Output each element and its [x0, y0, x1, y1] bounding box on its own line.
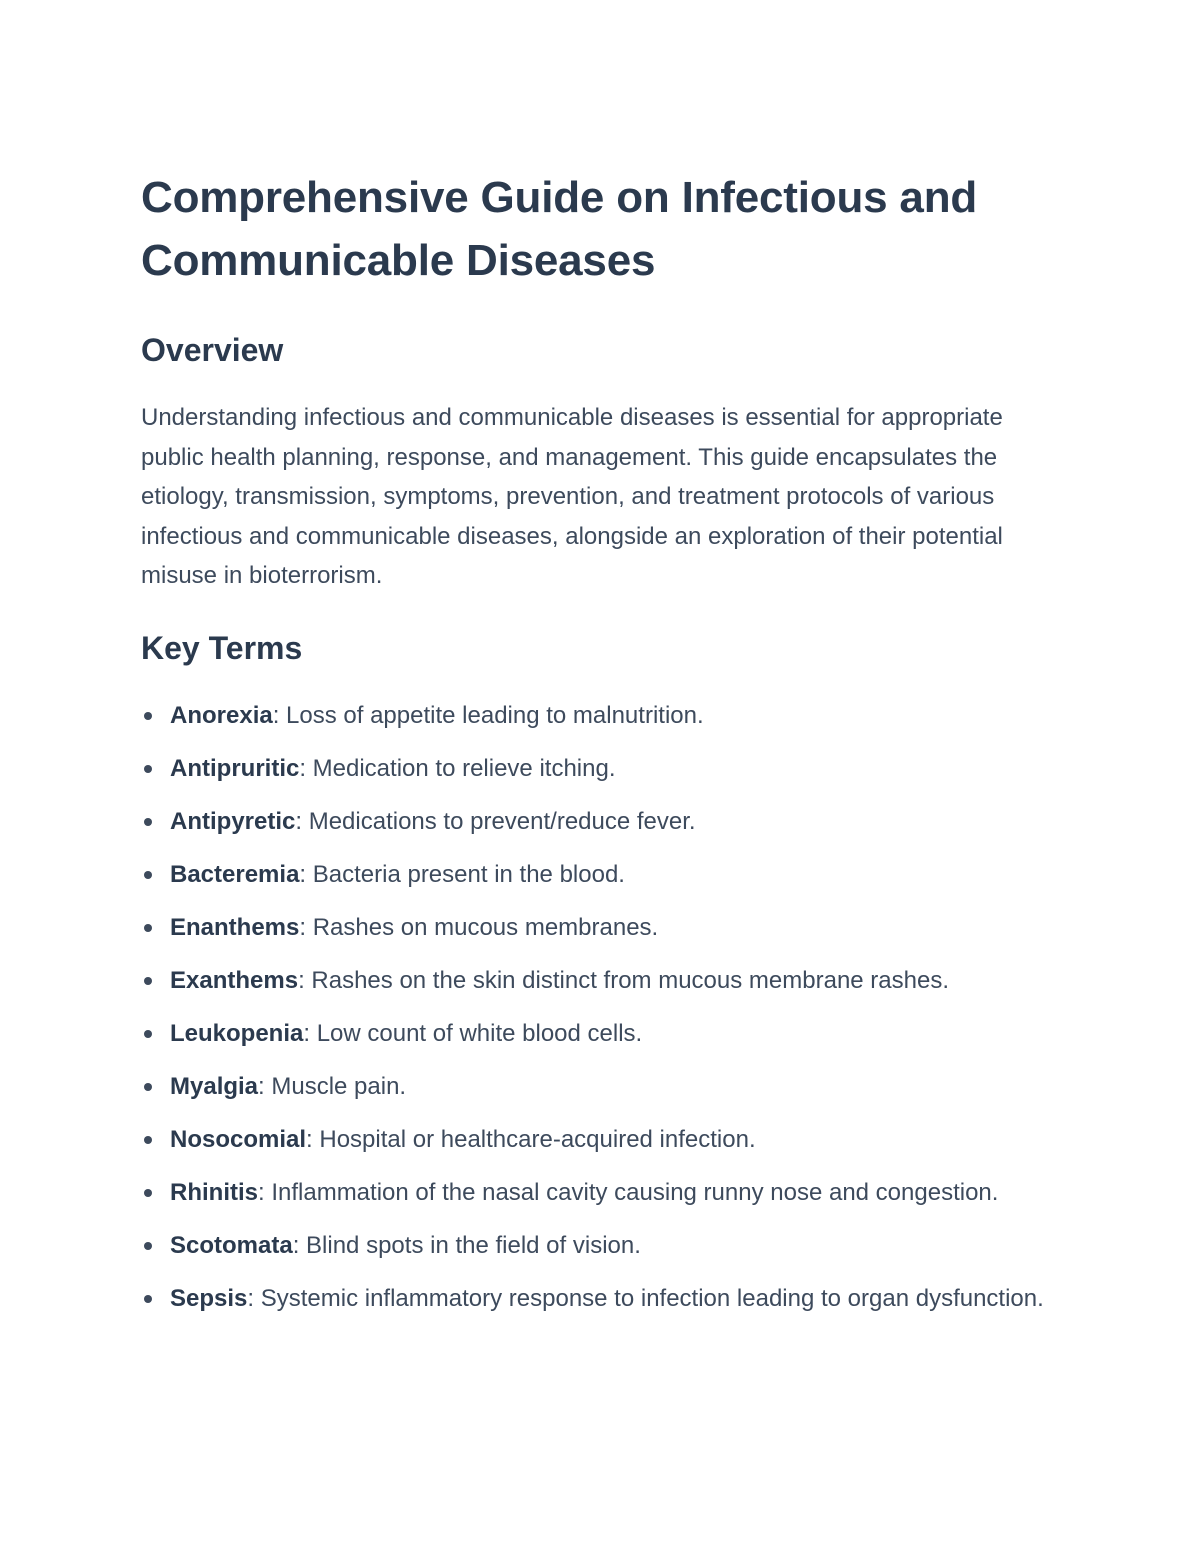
overview-heading: Overview: [141, 332, 284, 368]
bullet-icon: [144, 818, 152, 826]
term-label: Nosocomial: [170, 1125, 307, 1153]
term-label: Myalgia: [170, 1072, 259, 1100]
list-item: [141, 749, 1071, 789]
term-definition: : Blind spots in the field of vision.: [292, 1231, 641, 1259]
term-label: Sepsis: [170, 1284, 248, 1312]
bullet-icon: [144, 1136, 152, 1144]
list-item: [141, 855, 1071, 895]
term-definition: : Muscle pain.: [258, 1072, 407, 1100]
list-item: [141, 1279, 1071, 1319]
bullet-icon: [144, 871, 152, 879]
key-terms-heading: Key Terms: [141, 629, 303, 666]
bullet-icon: [144, 712, 152, 720]
term-definition: : Medications to prevent/reduce fever.: [295, 807, 696, 835]
term-definition: : Rashes on the skin distinct from mucous membrane rashes.: [298, 966, 950, 994]
bullet-icon: [144, 1030, 152, 1038]
list-item: [141, 961, 1071, 1001]
term-label: Bacteremia: [170, 860, 300, 888]
term-label: Anorexia: [170, 701, 273, 729]
term-definition: : Bacteria present in the blood.: [299, 860, 625, 888]
document-page: [141, 166, 1071, 1332]
list-item: [141, 908, 1071, 948]
term-definition: : Rashes on mucous membranes.: [299, 913, 659, 941]
term-label: Antipruritic: [170, 754, 300, 782]
term-definition: : Hospital or healthcare-acquired infection.: [306, 1125, 756, 1153]
list-item: [141, 696, 1071, 736]
term-definition: : Inflammation of the nasal cavity causing runny nose and congestion.: [258, 1178, 999, 1206]
list-item: [141, 1014, 1071, 1054]
list-item: [141, 1120, 1071, 1160]
key-terms-list: [141, 696, 1071, 1319]
bullet-icon: [144, 924, 152, 932]
term-definition: : Medication to relieve itching.: [299, 754, 616, 782]
document-title: Comprehensive Guide on Infectious and Communicable Diseases: [141, 173, 978, 285]
term-label: Exanthems: [170, 966, 299, 994]
list-item: [141, 802, 1071, 842]
term-label: Antipyretic: [170, 807, 296, 835]
bullet-icon: [144, 765, 152, 773]
term-label: Rhinitis: [170, 1178, 258, 1206]
overview-paragraph: Understanding infectious and communicable diseases is essential for appropriate public health planning, response, and management. This guide encapsulates the etiology, transmission, symptoms, prevention, and treatment protocols of various infectious and communicable diseases, alongside an exploration of their potential misuse in bioterrorism.: [141, 404, 1003, 589]
bullet-icon: [144, 977, 152, 985]
term-label: Leukopenia: [170, 1019, 304, 1047]
term-definition: : Systemic inflammatory response to infection leading to organ dysfunction.: [247, 1284, 1044, 1312]
bullet-icon: [144, 1189, 152, 1197]
term-definition: : Low count of white blood cells.: [303, 1019, 643, 1047]
list-item: [141, 1226, 1071, 1266]
bullet-icon: [144, 1083, 152, 1091]
term-label: Enanthems: [170, 913, 300, 941]
bullet-icon: [144, 1242, 152, 1250]
term-label: Scotomata: [170, 1231, 293, 1259]
bullet-icon: [144, 1295, 152, 1303]
list-item: [141, 1173, 1071, 1213]
list-item: [141, 1067, 1071, 1107]
term-definition: : Loss of appetite leading to malnutrition.: [272, 701, 704, 729]
